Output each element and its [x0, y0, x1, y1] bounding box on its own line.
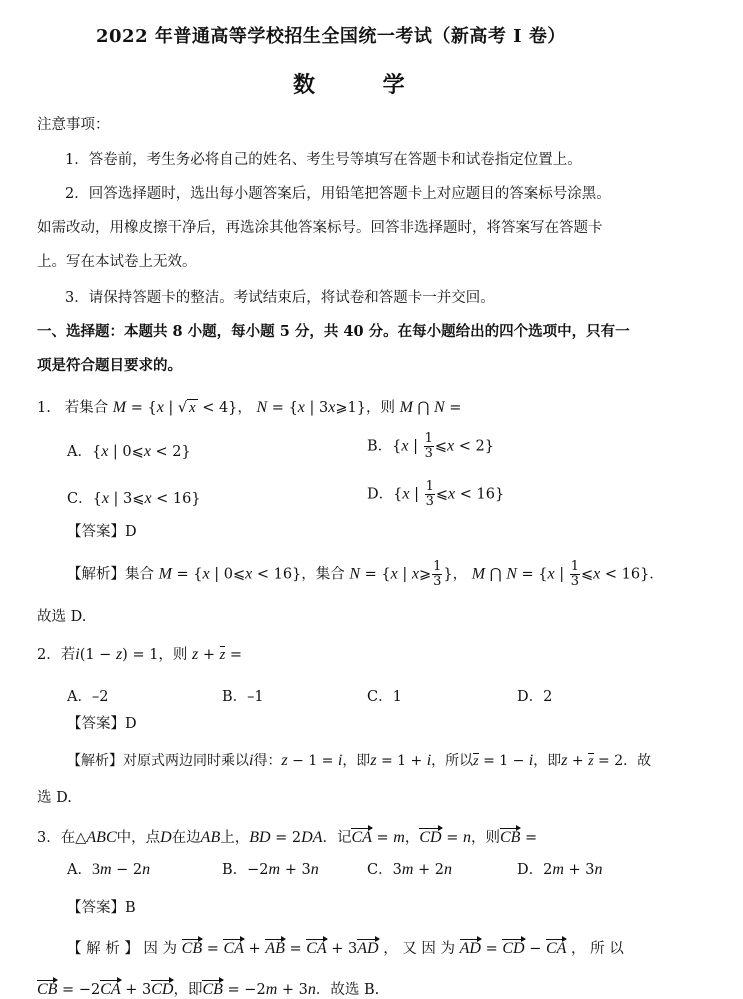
question-2-stem: 2．若i(1 − z) = 1，则 z + z = [37, 646, 243, 663]
question-2-option-c: C．1 [367, 689, 402, 705]
question-1-conclusion: 故选 D. [37, 609, 87, 625]
notice-heading: 注意事项： [37, 117, 110, 133]
question-1-option-d: D．{x | $\frac{1}{3}$ ⩽x < 16} [367, 479, 505, 509]
section-heading-line-1: 一、选择题：本题共 8 小题，每小题 5 分，共 40 分。在每小题给出的四个选项中，只有一 [37, 323, 630, 340]
question-2-conclusion: 选 D. [37, 790, 72, 806]
question-3-analysis: 【 解 析 】 因 为 CB = CA + AB = CA + 3AD ， 又 因 为 AD = CD − CA ， 所 以 [67, 940, 624, 957]
question-3-option-d: D．2m + 3n [517, 861, 603, 878]
question-2-option-a: A．–2 [67, 689, 109, 705]
notice-item-2-line-1: 2．回答选择题时，选出每小题答案后，用铅笔把答题卡上对应题目的答案标号涂黑。 [65, 186, 611, 202]
question-2-answer: 【答案】D [67, 716, 137, 732]
question-3-answer: 【答案】B [67, 900, 136, 916]
notice-item-2-line-3: 上。写在本试卷上无效。 [37, 254, 197, 270]
question-1-analysis: 【解析】集合 M = {x | 0⩽x < 16}，集合 N = {x | x⩾ $\frac{1}{3}$ }， M ⋂ N = {x | $\frac{1}{3}$ ⩽x < 16}． [67, 559, 664, 589]
subject-title: 数 学 [293, 72, 435, 98]
question-1-option-b: B．{x | $\frac{1}{3}$ ⩽x < 2} [367, 431, 494, 461]
question-2-analysis: 【解析】对原式两边同时乘以i得：z − 1 = i，即z = 1 + i，所以z = 1 − i，即z + z = 2．故 [67, 752, 652, 769]
notice-item-3: 3．请保持答题卡的整洁。考试结束后，将试卷和答题卡一并交回。 [65, 290, 495, 306]
question-2-option-b: B．–1 [222, 689, 264, 705]
question-3-option-c: C．3m + 2n [367, 861, 452, 878]
notice-item-1: 1．答卷前，考生务必将自己的姓名、考生号等填写在答题卡和试卷指定位置上。 [65, 152, 582, 168]
notice-item-2-line-2: 如需改动，用橡皮擦干净后，再选涂其他答案标号。回答非选择题时，将答案写在答题卡 [37, 220, 603, 236]
question-1-stem: 1. 若集合 M = {x | √ x < 4}， N = {x | 3x⩾1}，则 M ⋂ N = [37, 399, 462, 416]
exam-title: 2022 年普通高等学校招生全国统一考试（新高考 I 卷） [96, 26, 566, 47]
question-3-stem: 3．在△ABC中，点D在边AB上，BD = 2DA．记CA = m，CD = n，则CB = [37, 829, 538, 846]
question-3-analysis-last-line: CB = −2CA + 3CD，即CB = −2m + 3n．故选 B. [37, 981, 380, 998]
section-heading-line-2: 项是符合题目要求的。 [37, 357, 182, 374]
question-1-option-c: C．{x | 3⩽x < 16} [67, 490, 201, 507]
question-3-option-b: B．−2m + 3n [222, 861, 319, 878]
question-2-option-d: D．2 [517, 689, 553, 705]
question-1-answer: 【答案】D [67, 524, 137, 540]
question-3-option-a: A．3m − 2n [67, 861, 151, 878]
question-number: 1. [37, 400, 51, 416]
question-1-option-a: A．{x | 0⩽x < 2} [67, 443, 191, 460]
